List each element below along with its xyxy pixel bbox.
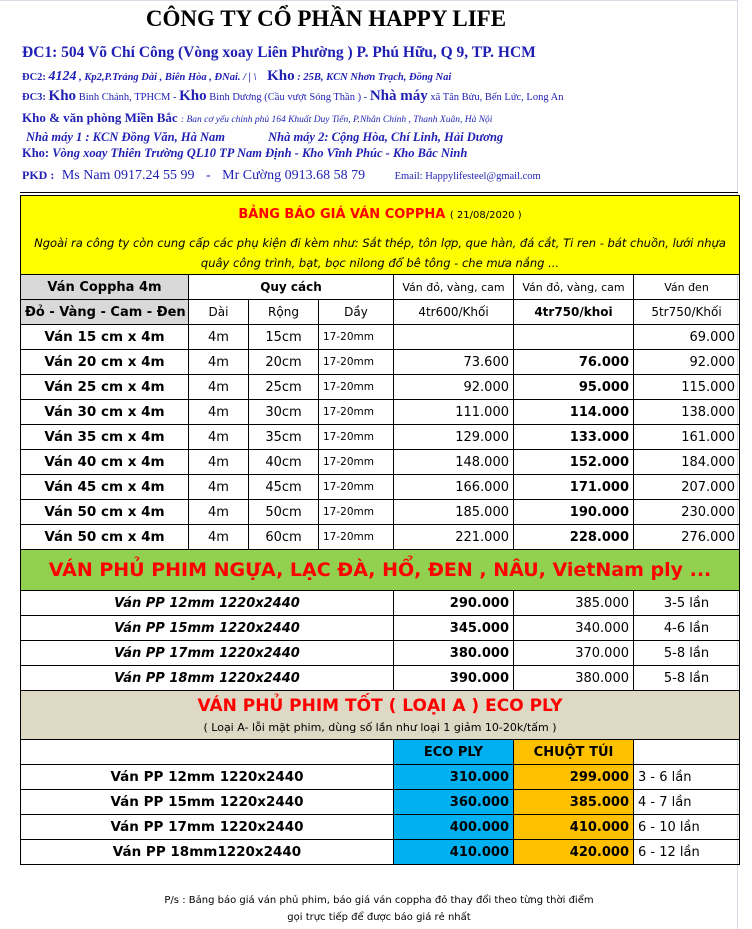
product-name: Ván 30 cm x 4m — [21, 400, 189, 425]
dc3-addr-2: Bình Dương (Cầu vượt Sóng Thần ) - — [209, 92, 368, 103]
price-red-yellow-orange-2: 114.000 — [514, 400, 634, 425]
coppha-title-row — [21, 196, 740, 233]
address-3 — [22, 88, 563, 105]
price-chuot-tui: 410.000 — [514, 815, 634, 840]
dc2-number: 4124 — [48, 69, 77, 84]
phim-body — [21, 591, 740, 691]
eco-header-blank — [21, 740, 394, 765]
coppha-title-cell — [21, 196, 740, 233]
reuse-count: 5-8 lần — [634, 666, 740, 691]
thickness-cell: 17-20mm — [319, 350, 394, 375]
width-cell: 20cm — [249, 350, 319, 375]
thickness-cell: 17-20mm — [319, 500, 394, 525]
width-cell: 15cm — [249, 325, 319, 350]
factories — [26, 130, 503, 145]
price-red-yellow-orange-2: 95.000 — [514, 375, 634, 400]
eco-header-row — [21, 740, 740, 765]
price-black: 92.000 — [634, 350, 740, 375]
col-header-day: Dầy — [319, 300, 394, 325]
warehouses — [22, 146, 467, 161]
price-red-yellow-orange: 221.000 — [394, 525, 514, 550]
width-cell: 30cm — [249, 400, 319, 425]
kho-label: Kho: — [22, 146, 50, 160]
coppha-header-row-1 — [21, 275, 740, 300]
width-cell: 40cm — [249, 450, 319, 475]
reuse-count: 6 - 12 lần — [634, 840, 740, 865]
price-1: 345.000 — [394, 616, 514, 641]
product-name: Ván 50 cm x 4m — [21, 500, 189, 525]
eco-subtitle: ( Loại A- lỗi mặt phim, dùng số lần như loại 1 giảm 10-20k/tấm ) — [203, 721, 557, 734]
eco-title: VÁN PHỦ PHIM TỐT ( LOẠI A ) ECO PLY — [197, 696, 563, 716]
product-name: Ván 15 cm x 4m — [21, 325, 189, 350]
product-name: Ván PP 15mm 1220x2440 — [21, 616, 394, 641]
price-black: 184.000 — [634, 450, 740, 475]
thickness-cell: 17-20mm — [319, 450, 394, 475]
price-2: 370.000 — [514, 641, 634, 666]
price-black: 230.000 — [634, 500, 740, 525]
reuse-count: 4 - 7 lần — [634, 790, 740, 815]
price-chuot-tui: 420.000 — [514, 840, 634, 865]
coppha-row — [21, 425, 740, 450]
coppha-row — [21, 475, 740, 500]
reuse-count: 3 - 6 lần — [634, 765, 740, 790]
price-black: 138.000 — [634, 400, 740, 425]
price-red-yellow-orange-2: 190.000 — [514, 500, 634, 525]
product-name: Ván PP 15mm 1220x2440 — [21, 790, 394, 815]
price-eco-ply: 410.000 — [394, 840, 514, 865]
price-black: 161.000 — [634, 425, 740, 450]
price-black: 207.000 — [634, 475, 740, 500]
price-black: 69.000 — [634, 325, 740, 350]
dc3-addr-1: Bình Chánh, TPHCM - — [78, 92, 177, 103]
coppha-note: Ngoài ra công ty còn cung cấp các phụ kiện đi kèm như: Sắt thép, tôn lợp, que hàn, đá cắt, Ti ren - bát chuồn, lưới nhựa quây công trình, bạt, bọc nilong đổ bê tông - che mưa nắng ... — [21, 232, 740, 275]
length-cell: 4m — [189, 425, 249, 450]
dc3-kho-2: Kho — [179, 88, 207, 104]
eco-body — [21, 765, 740, 865]
thickness-cell: 17-20mm — [319, 375, 394, 400]
email-link[interactable]: Email: Happylifesteel@gmail.com — [394, 171, 541, 182]
price-red-yellow-orange-2: 152.000 — [514, 450, 634, 475]
product-name: Ván 45 cm x 4m — [21, 475, 189, 500]
col-header-unit-3: 5tr750/Khối — [634, 300, 740, 325]
col-header-chuot: CHUỘT TÚI — [514, 740, 634, 765]
dc2-kho-address: : 25B, KCN Nhơn Trạch, Đồng Nai — [297, 72, 452, 83]
length-cell: 4m — [189, 375, 249, 400]
price-red-yellow-orange: 166.000 — [394, 475, 514, 500]
coppha-row — [21, 350, 740, 375]
price-red-yellow-orange: 73.600 — [394, 350, 514, 375]
thickness-cell: 17-20mm — [319, 325, 394, 350]
price-red-yellow-orange: 129.000 — [394, 425, 514, 450]
price-2: 340.000 — [514, 616, 634, 641]
phim-row — [21, 641, 740, 666]
coppha-title: BẢNG BÁO GIÁ VÁN COPPHA — [238, 206, 446, 222]
coppha-date: ( 21/08/2020 ) — [449, 209, 522, 221]
price-red-yellow-orange: 148.000 — [394, 450, 514, 475]
pkd-label: PKD : — [22, 168, 55, 182]
product-name: Ván PP 12mm 1220x2440 — [21, 765, 394, 790]
thickness-cell: 17-20mm — [319, 525, 394, 550]
price-red-yellow-orange-2 — [514, 325, 634, 350]
reuse-count: 6 - 10 lần — [634, 815, 740, 840]
phim-title: VÁN PHỦ PHIM NGỰA, LẠC ĐÀ, HỔ, ĐEN , NÂU, VietNam ply ... — [21, 550, 740, 591]
product-name: Ván 50 cm x 4m — [21, 525, 189, 550]
coppha-header-row-2 — [21, 300, 740, 325]
price-black: 276.000 — [634, 525, 740, 550]
price-red-yellow-orange-2: 228.000 — [514, 525, 634, 550]
width-cell: 50cm — [249, 500, 319, 525]
price-1: 390.000 — [394, 666, 514, 691]
price-eco-ply: 360.000 — [394, 790, 514, 815]
price-red-yellow-orange — [394, 325, 514, 350]
width-cell: 60cm — [249, 525, 319, 550]
coppha-row — [21, 500, 740, 525]
product-name: Ván PP 12mm 1220x2440 — [21, 591, 394, 616]
sales-contact — [22, 168, 541, 184]
dc2-kho: Kho — [267, 68, 295, 84]
width-cell: 35cm — [249, 425, 319, 450]
company-name: CÔNG TY CỔ PHẦN HAPPY LIFE — [145, 6, 507, 31]
width-cell: 25cm — [249, 375, 319, 400]
kho-list: Vòng xoay Thiên Trường QL10 TP Nam Định - Kho Vĩnh Phúc - Kho Bắc Ninh — [52, 146, 468, 160]
coppha-row — [21, 450, 740, 475]
product-name: Ván 20 cm x 4m — [21, 350, 189, 375]
eco-title-row — [21, 691, 740, 740]
product-name: Ván 25 cm x 4m — [21, 375, 189, 400]
north-office — [22, 110, 492, 126]
address-2 — [22, 68, 451, 85]
product-name: Ván 40 cm x 4m — [21, 450, 189, 475]
thickness-cell: 17-20mm — [319, 400, 394, 425]
length-cell: 4m — [189, 450, 249, 475]
north-label: Kho & văn phòng Miền Bắc — [22, 110, 178, 125]
length-cell: 4m — [189, 500, 249, 525]
length-cell: 4m — [189, 525, 249, 550]
coppha-row — [21, 375, 740, 400]
price-red-yellow-orange: 185.000 — [394, 500, 514, 525]
footer-note-1: P/s : Bảng báo giá ván phủ phim, báo giá ván coppha đỏ thay đổi theo từng thời điểm — [164, 895, 594, 906]
eco-title-cell — [21, 691, 740, 740]
contact-nam: Ms Nam 0917.24 55 99 — [61, 168, 195, 183]
eco-header-blank-2 — [634, 740, 740, 765]
price-table — [20, 195, 740, 865]
price-chuot-tui: 299.000 — [514, 765, 634, 790]
col-header-dai: Dài — [189, 300, 249, 325]
price-red-yellow-orange-2: 133.000 — [514, 425, 634, 450]
coppha-body — [21, 325, 740, 550]
dc3-label: ĐC3: — [22, 92, 46, 103]
contact-cuong: Mr Cường 0913.68 58 79 — [222, 168, 366, 183]
price-red-yellow-orange-2: 76.000 — [514, 350, 634, 375]
north-address: : Ban cơ yếu chính phủ 164 Khuất Duy Tiến, P.Nhân Chính , Thanh Xuân, Hà Nội — [180, 115, 493, 125]
eco-row — [21, 765, 740, 790]
coppha-note-row — [21, 232, 740, 275]
col-header-product: Ván Coppha 4m — [21, 275, 189, 300]
price-black: 115.000 — [634, 375, 740, 400]
col-header-price-2: Ván đỏ, vàng, cam — [514, 275, 634, 300]
product-name: Ván PP 18mm1220x2440 — [21, 840, 394, 865]
price-2: 380.000 — [514, 666, 634, 691]
product-name: Ván PP 18mm 1220x2440 — [21, 666, 394, 691]
coppha-row — [21, 525, 740, 550]
contact-separator: - — [205, 168, 211, 183]
col-header-price-1: Ván đỏ, vàng, cam — [394, 275, 514, 300]
length-cell: 4m — [189, 475, 249, 500]
phim-row — [21, 616, 740, 641]
product-name: Ván 35 cm x 4m — [21, 425, 189, 450]
col-header-colors: Đỏ - Vàng - Cam - Đen — [21, 300, 189, 325]
eco-row — [21, 790, 740, 815]
dc3-factory: Nhà máy — [369, 88, 428, 104]
price-red-yellow-orange: 92.000 — [394, 375, 514, 400]
reuse-count: 4-6 lần — [634, 616, 740, 641]
dc3-addr-3: xã Tân Bửu, Bến Lức, Long An — [430, 92, 564, 103]
dc3-kho-1: Kho — [48, 88, 77, 104]
price-1: 290.000 — [394, 591, 514, 616]
eco-row — [21, 815, 740, 840]
thickness-cell: 17-20mm — [319, 475, 394, 500]
dc2-label: ĐC2: — [22, 72, 46, 83]
phim-title-row — [21, 550, 740, 591]
price-eco-ply: 310.000 — [394, 765, 514, 790]
reuse-count: 5-8 lần — [634, 641, 740, 666]
price-2: 385.000 — [514, 591, 634, 616]
product-name: Ván PP 17mm 1220x2440 — [21, 815, 394, 840]
eco-row — [21, 840, 740, 865]
price-eco-ply: 400.000 — [394, 815, 514, 840]
col-header-spec: Quy cách — [189, 275, 394, 300]
price-1: 380.000 — [394, 641, 514, 666]
phim-row — [21, 666, 740, 691]
col-header-price-3: Ván đen — [634, 275, 740, 300]
price-red-yellow-orange: 111.000 — [394, 400, 514, 425]
dc2-address: , Kp2,P.Trảng Dài , Biên Hòa , ĐNai. / | \ — [79, 72, 257, 83]
thickness-cell: 17-20mm — [319, 425, 394, 450]
col-header-rong: Rộng — [249, 300, 319, 325]
top-border — [0, 0, 752, 1]
reuse-count: 3-5 lần — [634, 591, 740, 616]
price-red-yellow-orange-2: 171.000 — [514, 475, 634, 500]
col-header-eco: ECO PLY — [394, 740, 514, 765]
length-cell: 4m — [189, 325, 249, 350]
footer-note-2: gọi trực tiếp để được báo giá rẻ nhất — [287, 912, 471, 923]
length-cell: 4m — [189, 400, 249, 425]
phim-row — [21, 591, 740, 616]
col-header-unit-1: 4tr600/Khối — [394, 300, 514, 325]
length-cell: 4m — [189, 350, 249, 375]
coppha-row — [21, 400, 740, 425]
factory-1: Nhà máy 1 : KCN Đồng Văn, Hà Nam — [26, 130, 225, 144]
factory-2: Nhà máy 2: Cộng Hòa, Chí Linh, Hải Dương — [268, 130, 504, 144]
header-divider — [20, 192, 738, 193]
width-cell: 45cm — [249, 475, 319, 500]
coppha-row — [21, 325, 740, 350]
col-header-unit-2: 4tr750/khoi — [514, 300, 634, 325]
price-chuot-tui: 385.000 — [514, 790, 634, 815]
address-1: ĐC1: 504 Võ Chí Công (Vòng xoay Liên Phường ) P. Phú Hữu, Q 9, TP. HCM — [22, 44, 536, 61]
product-name: Ván PP 17mm 1220x2440 — [21, 641, 394, 666]
